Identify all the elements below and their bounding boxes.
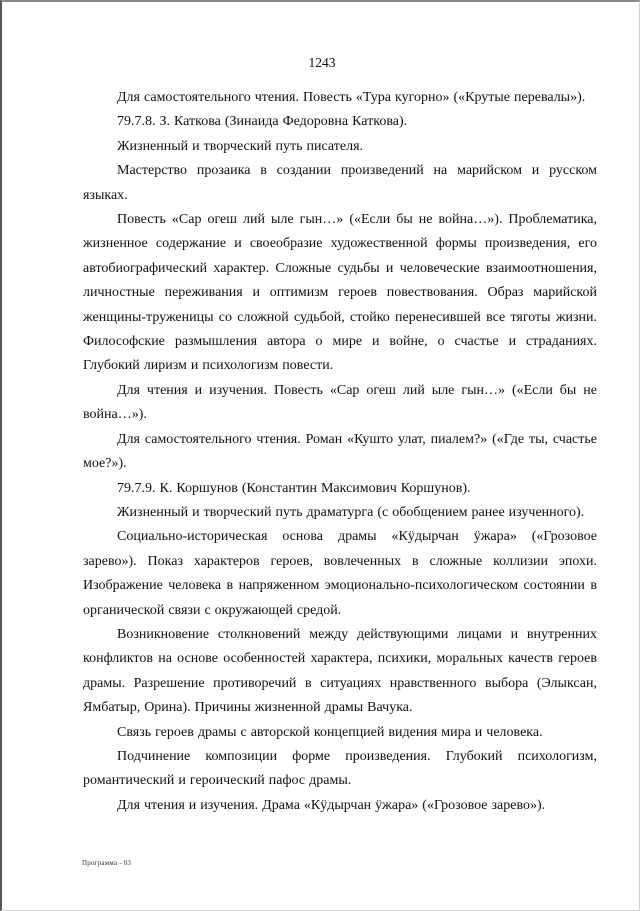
paragraph-author-concept: Связь героев драмы с авторской концепцией видения мира и человека.: [117, 724, 543, 740]
section-heading-katkova: 79.7.8. З. Каткова (Зинаида Федоровна Каткова).: [117, 114, 408, 130]
paragraph-study-drama: Для чтения и изучения. Драма «Кӱдырчан ӱжара» («Грозовое зарево»).: [117, 797, 546, 813]
paragraph-composition: Подчинение композиции форме произведения. Глубокий психологизм, романтический и героический пафос драмы.: [83, 748, 597, 789]
paragraph-story-analysis: Повесть «Сар огеш лий ыле гын…» («Если бы не война…»). Проблематика, жизненное содержание и своеобразие художественной формы произведения, его автобиографический характер. Сложные судьбы и человеческие взаимоотношения, личностные переживания и оптимизм героев повествования. Образ марийской женщины-труженицы со сложной судьбой, стойко перенесившей все тяготы жизни. Философские размышления автора о мире и войне, о счастье и страданиях. Глубокий лиризм и психологизм повести.: [83, 212, 597, 374]
paragraph-independent-reading-novel: Для самостоятельного чтения. Роман «Кушто улат, пиалем?» («Где ты, счастье мое?»).: [83, 431, 597, 472]
paragraph-writer-life-path: Жизненный и творческий путь писателя.: [117, 138, 364, 154]
page-footer: Программа - 03: [82, 859, 132, 867]
paragraph-prose-mastery: Мастерство прозаика в создании произведений на марийском и русском языках.: [83, 163, 597, 203]
paragraph-study-story: Для чтения и изучения. Повесть «Сар огеш лий ыле гын…» («Если бы не война…»).: [83, 382, 597, 423]
document-body: [83, 86, 597, 818]
page-number: 1243: [308, 55, 336, 70]
section-heading-korshunov: 79.7.9. К. Коршунов (Константин Максимович Коршунов).: [117, 480, 471, 496]
paragraph-playwright-life-path: Жизненный и творческий путь драматурга (с обобщением ранее изученного).: [117, 504, 585, 520]
paragraph-drama-conflicts: Возникновение столкновений между действующими лицами и внутренних конфликтов на основе особенностей характера, психики, моральных качеств героев драмы. Разрешение противоречий в ситуациях нравственного выбора (Элыксан, Ямбатыр, Орина). Причины жизненной драмы Вачука.: [83, 626, 597, 716]
paragraph-drama-socio-historical-basis: Социально-историческая основа драмы «Кӱдырчан ӱжара» («Грозовое зарево»). Показ характеров героев, вовлеченных в сложные коллизии эпохи. Изображение человека в напряженном эмоционально-психологическом состоянии в органической связи с окружающей средой.: [83, 529, 597, 618]
paragraph-independent-reading-tura-kugorno: Для самостоятельного чтения. Повесть «Тура кугорно» («Крутые перевалы»).: [117, 90, 586, 105]
